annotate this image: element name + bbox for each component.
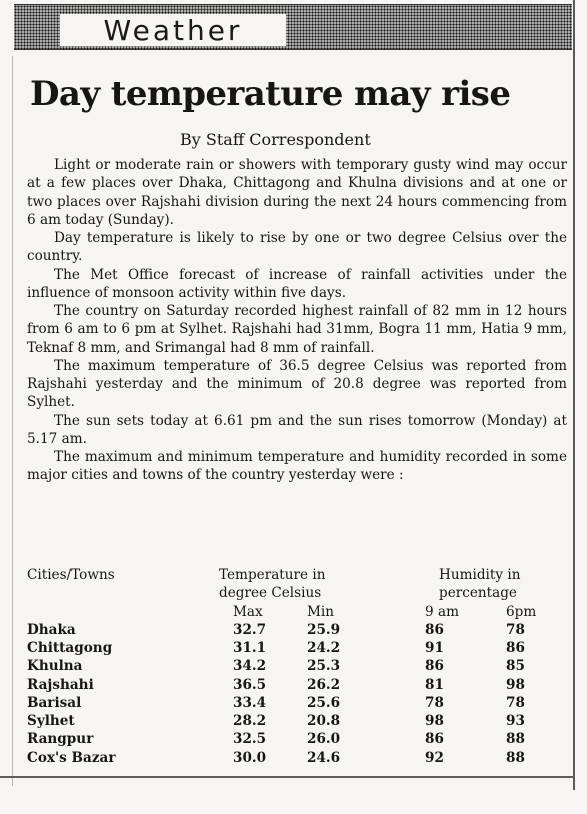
paragraph: The country on Saturday recorded highest rainfall of 82 mm in 12 hours from 6 am to 6 pm at Sylhet. Rajshahi had 31mm, Bogra 11 mm, Hatia 9 mm, Teknaf 8 mm, and Srimangal had 8 mm of rainfall. (27, 303, 567, 356)
min-temp: 25.9 (307, 621, 341, 638)
section-banner (14, 4, 572, 50)
max-temp: 31.1 (233, 640, 267, 656)
humidity-header-unit: percentage (439, 585, 517, 602)
max-temp: 34.2 (233, 658, 267, 675)
min-temp: 25.6 (307, 694, 341, 711)
table-row (27, 676, 567, 694)
paragraph: The maximum temperature of 36.5 degree Celsius was reported from Rajshahi yesterday and the minimum of 20.8 degree was reported from Sylhet. (27, 357, 567, 411)
table-row (27, 657, 567, 675)
am-column-header: 9 am (425, 603, 459, 620)
min-column-header: Min (307, 603, 335, 620)
humidity-pm: 86 (506, 640, 525, 656)
min-temp: 20.8 (307, 713, 341, 729)
paragraph: The Met Office forecast of increase of rainfall activities under the influence of monsoon activity within five days. (27, 266, 567, 301)
table-header-row (27, 584, 567, 602)
table-row (27, 621, 567, 639)
humidity-pm: 88 (506, 749, 525, 766)
humidity-am: 86 (425, 658, 444, 675)
humidity-am: 78 (425, 694, 444, 711)
bottom-rule (0, 776, 575, 778)
city-name: Rangpur (27, 731, 94, 748)
section-label: Weather (103, 13, 243, 47)
table-row (27, 730, 567, 748)
section-label-box (60, 14, 286, 46)
max-column-header: Max (233, 603, 263, 620)
humidity-am: 92 (425, 749, 444, 766)
table-header-row (27, 566, 567, 584)
paragraph: The sun sets today at 6.61 pm and the sun rises tomorrow (Monday) at 5.17 am. (27, 412, 567, 447)
article-headline: Day temperature may rise (30, 74, 511, 114)
city-name: Chittagong (27, 640, 113, 656)
weather-table (27, 566, 567, 767)
temperature-header: Temperature in (219, 567, 326, 583)
table-row (27, 712, 567, 730)
humidity-am: 98 (425, 713, 444, 729)
max-temp: 36.5 (233, 676, 267, 693)
min-temp: 24.6 (307, 749, 341, 766)
humidity-header: Humidity in (439, 567, 521, 583)
article-byline: By Staff Correspondent (180, 130, 371, 149)
humidity-pm: 98 (506, 676, 525, 693)
table-row (27, 694, 567, 712)
humidity-pm: 78 (506, 694, 525, 711)
temperature-header-unit: degree Celsius (219, 585, 322, 602)
humidity-pm: 78 (506, 621, 525, 638)
min-temp: 26.2 (307, 676, 341, 693)
max-temp: 32.5 (233, 731, 267, 748)
right-column-rule (573, 0, 575, 790)
table-subheader-row (27, 603, 567, 621)
paragraph: Day temperature is likely to rise by one or two degree Celsius over the country. (27, 230, 567, 265)
pm-column-header: 6pm (506, 603, 537, 620)
humidity-pm: 93 (506, 713, 525, 729)
humidity-am: 91 (425, 640, 444, 656)
humidity-pm: 88 (506, 731, 525, 748)
city-name: Sylhet (27, 713, 75, 729)
paragraph: The maximum and minimum temperature and humidity recorded in some major cities and towns of the country yesterday were : (27, 449, 567, 484)
table-row (27, 639, 567, 657)
humidity-am: 86 (425, 731, 444, 748)
max-temp: 33.4 (233, 694, 267, 711)
humidity-am: 81 (425, 676, 444, 693)
article-body (27, 156, 567, 485)
left-column-rule (12, 56, 13, 786)
city-name: Barisal (27, 694, 82, 711)
table-row (27, 749, 567, 767)
max-temp: 28.2 (233, 713, 267, 729)
city-column-header: Cities/Towns (27, 567, 115, 583)
city-name: Cox's Bazar (27, 749, 116, 766)
humidity-pm: 85 (506, 658, 525, 675)
city-name: Khulna (27, 658, 83, 675)
city-name: Rajshahi (27, 676, 94, 693)
min-temp: 24.2 (307, 640, 341, 656)
max-temp: 32.7 (233, 621, 267, 638)
max-temp: 30.0 (233, 749, 267, 766)
humidity-am: 86 (425, 621, 444, 638)
paragraph: Light or moderate rain or showers with temporary gusty wind may occur at a few places over Dhaka, Chittagong and Khulna divisions and at one or two places over Rajshahi division during the next 24 hours commencing from 6 am today (Sunday). (27, 157, 567, 228)
city-name: Dhaka (27, 621, 76, 638)
min-temp: 25.3 (307, 658, 341, 675)
min-temp: 26.0 (307, 731, 341, 748)
